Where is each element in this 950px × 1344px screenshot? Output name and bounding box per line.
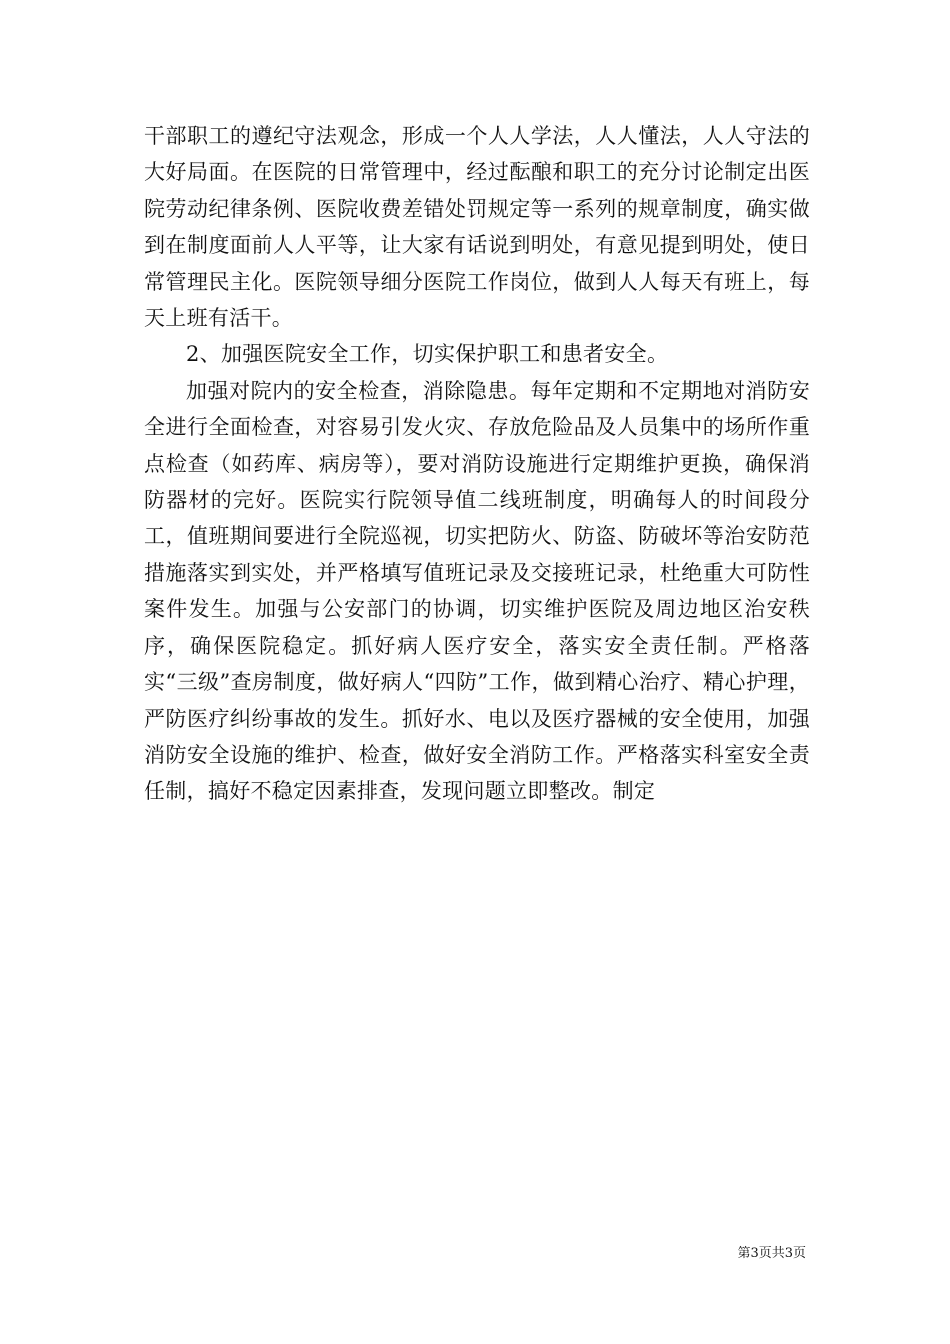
paragraph-continuation: 干部职工的遵纪守法观念，形成一个人人学法，人人懂法，人人守法的大好局面。在医院的日常管理中，经过酝酿和职工的充分讨论制定出医院劳动纪律条例、医院收费差错处罚规定等一系列的规章制度，确实做到在制度面前人人平等，让大家有话说到明处，有意见提到明处，使日常管理民主化。医院领导细分医院工作岗位，做到人人每天有班上，每天上班有活干。 <box>144 124 810 331</box>
page-number: 第3页共3页 <box>737 1246 806 1261</box>
body-text <box>144 118 810 810</box>
section-heading: 2、加强医院安全工作，切实保护职工和患者安全。 <box>186 342 669 367</box>
paragraph-safety: 加强对院内的安全检查，消除隐患。每年定期和不定期地对消防安全进行全面检查，对容易引发火灾、存放危险品及人员集中的场所作重点检查（如药库、病房等），要对消防设施进行定期维护更换，确保消防器材的完好。医院实行院领导值二线班制度，明确每人的时间段分工，值班期间要进行全院巡视，切实把防火、防盗、防破坏等治安防范措施落实到实处，并严格填写值班记录及交接班记录，杜绝重大可防性案件发生。加强与公安部门的协调，切实维护医院及周边地区治安秩序，确保医院稳定。抓好病人医疗安全，落实安全责任制。严格落实“三级”查房制度，做好病人“四防”工作，做到精心治疗、精心护理，严防医疗纠纷事故的发生。抓好水、电以及医疗器械的安全使用，加强消防安全设施的维护、检查，做好安全消防工作。严格落实科室安全责任制，搞好不稳定因素排查，发现问题立即整改。制定 <box>144 378 810 804</box>
